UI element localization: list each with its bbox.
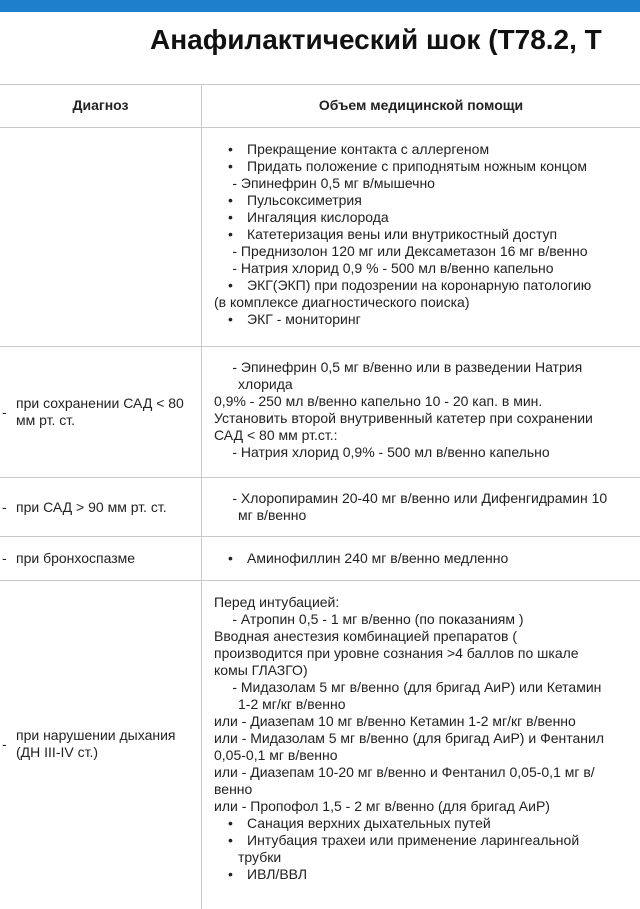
bullet-marker: • [228, 832, 233, 848]
diagnosis-cell-bronchospasm [0, 537, 200, 580]
table-row-divider [0, 127, 640, 128]
care-line [214, 260, 638, 277]
care-line-text: Прекращение контакта с аллергеном [247, 141, 490, 157]
bullet-marker: • [228, 815, 233, 831]
care-line-text: Натрия хлорид 0,9 % - 500 мл в/венно капельно [237, 260, 554, 276]
bullet-marker: • [228, 550, 233, 566]
care-line [214, 226, 638, 243]
care-line [214, 311, 638, 328]
diagnosis-text: при сохранении САД < 80 мм рт. ст. [16, 395, 184, 428]
diagnosis-text: при САД > 90 мм рт. ст. [16, 498, 167, 515]
care-line: 0,9% - 250 мл в/венно капельно 10 - 20 кап. в мин. [214, 393, 543, 409]
care-line [214, 550, 638, 567]
care-cell-high-sbp [214, 490, 638, 524]
care-line-text: Эпинефрин 0,5 мг в/венно или в разведении Натрия [237, 359, 583, 375]
care-line [214, 832, 638, 849]
dash-marker: - [232, 679, 237, 695]
diagnosis-dash: - [2, 403, 7, 420]
care-line [214, 175, 638, 192]
care-line: хлорида [238, 376, 293, 392]
care-line [214, 359, 638, 376]
care-line-text: Катетеризация вены или внутрикостный доступ [247, 226, 558, 242]
care-line: венно [214, 781, 253, 797]
bullet-marker: • [228, 209, 233, 225]
care-line: или - Диазепам 10 мг в/венно Кетамин 1-2 мг/кг в/венно [214, 713, 576, 729]
bullet-marker: • [228, 141, 233, 157]
care-line [214, 866, 638, 883]
care-cell-respiratory [214, 594, 638, 883]
care-line [214, 815, 638, 832]
header-care: Объем медицинской помощи [318, 97, 524, 113]
care-line-text: ИВЛ/ВВЛ [247, 866, 308, 882]
top-accent-bar [0, 0, 640, 12]
care-line-text: Атропин 0,5 - 1 мг в/венно (по показаниям ) [237, 611, 524, 627]
bullet-marker: • [228, 866, 233, 882]
care-line [214, 611, 638, 628]
dash-marker: - [232, 243, 237, 259]
page-title: Анафилактический шок (Т78.2, Т [150, 24, 602, 55]
care-line [214, 679, 638, 696]
care-line: (в комплексе диагностического поиска) [214, 294, 470, 310]
dash-marker: - [232, 444, 237, 460]
care-line [214, 192, 638, 209]
bullet-marker: • [228, 192, 233, 208]
care-line [214, 158, 638, 175]
dash-marker: - [232, 175, 237, 191]
care-line: или - Диазепам 10-20 мг в/венно и Фентанил 0,05-0,1 мг в/ [214, 764, 595, 780]
care-line: 1-2 мг/кг в/венно [238, 696, 346, 712]
care-line: 0,05-0,1 мг в/венно [214, 747, 338, 763]
care-line: мг в/венно [238, 507, 307, 523]
care-line: трубки [238, 849, 282, 865]
care-line: САД < 80 мм рт.ст.: [214, 427, 338, 443]
dash-marker: - [232, 490, 237, 506]
diagnosis-text: при бронхоспазме [16, 550, 136, 566]
bullet-marker: • [228, 311, 233, 327]
bullet-marker: • [228, 226, 233, 242]
care-line [214, 277, 638, 294]
care-line-text: Мидазолам 5 мг в/венно (для бригад АиР) или Кетамин [237, 679, 602, 695]
care-line-text: Придать положение с приподнятым ножным концом [247, 158, 588, 174]
care-line-text: Натрия хлорид 0,9% - 500 мл в/венно капельно [237, 444, 550, 460]
diagnosis-cell-low-sbp [0, 347, 200, 477]
care-cell-general [214, 141, 638, 328]
care-line: или - Пропофол 1,5 - 2 мг в/венно (для бригад АиР) [214, 798, 550, 814]
care-line-text: Интубация трахеи или применение ларингеальной [247, 832, 580, 848]
diagnosis-dash: - [2, 498, 7, 515]
diagnosis-cell-high-sbp [0, 478, 200, 536]
dash-marker: - [232, 611, 237, 627]
diagnosis-dash: - [2, 735, 7, 752]
care-line-text: ЭКГ(ЭКП) при подозрении на коронарную патологию [247, 277, 592, 293]
care-line [214, 209, 638, 226]
care-cell-bronchospasm [214, 550, 638, 567]
care-line: или - Мидазолам 5 мг в/венно (для бригад АиР) и Фентанил [214, 730, 604, 746]
table-column-divider [201, 84, 202, 909]
care-line: комы ГЛАЗГО) [214, 662, 308, 678]
care-line: производится при уровне сознания >4 баллов по шкале [214, 645, 579, 661]
care-line: Вводная анестезия комбинацией препаратов ( [214, 628, 518, 644]
bullet-marker: • [228, 158, 233, 174]
diagnosis-text: при нарушении дыхания (ДН III-IV ст.) [16, 727, 176, 760]
care-line-text: Пульсоксиметрия [247, 192, 362, 208]
care-line [214, 243, 638, 260]
care-line [214, 141, 638, 158]
care-line-text: Эпинефрин 0,5 мг в/мышечно [237, 175, 435, 191]
care-cell-low-sbp [214, 359, 638, 461]
care-line-text: Аминофиллин 240 мг в/венно медленно [247, 550, 509, 566]
care-line-text: Ингаляция кислорода [247, 209, 389, 225]
care-line-text: Хлоропирамин 20-40 мг в/венно или Дифенгидрамин 10 [237, 490, 608, 506]
care-line: Установить второй внутривенный катетер при сохранении [214, 410, 593, 426]
diagnosis-dash: - [2, 550, 7, 566]
care-line [214, 444, 638, 461]
dash-marker: - [232, 359, 237, 375]
diagnosis-cell-respiratory [0, 581, 200, 907]
dash-marker: - [232, 260, 237, 276]
care-line-text: ЭКГ - мониторинг [247, 311, 361, 327]
care-line [214, 490, 638, 507]
care-line: Перед интубацией: [214, 594, 340, 610]
bullet-marker: • [228, 277, 233, 293]
header-diagnosis: Диагноз [72, 97, 129, 113]
care-line-text: Санация верхних дыхательных путей [247, 815, 491, 831]
care-line-text: Преднизолон 120 мг или Дексаметазон 16 мг в/венно [237, 243, 588, 259]
